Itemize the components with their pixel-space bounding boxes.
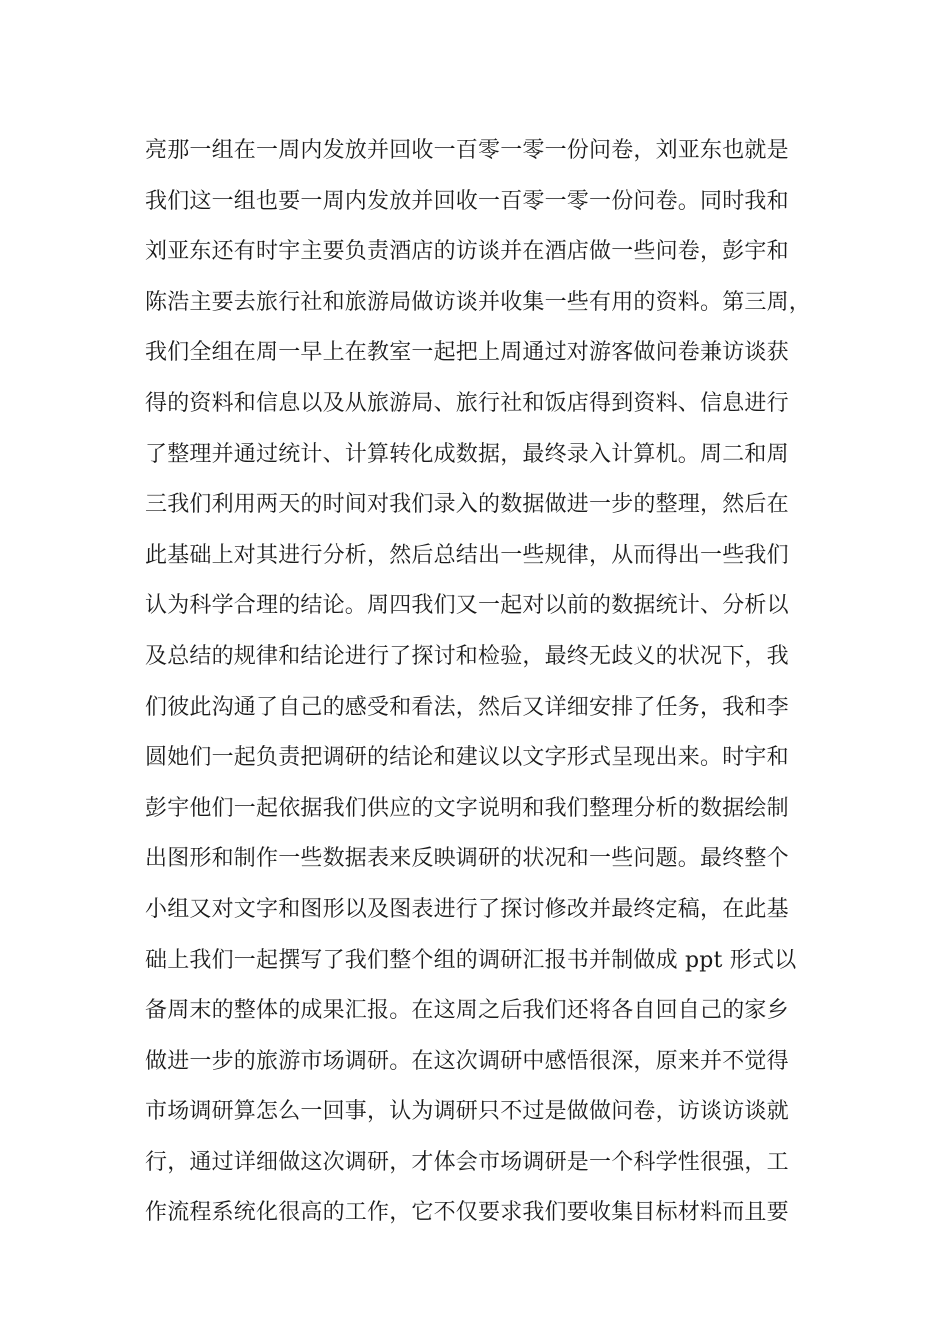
text-line: 做进一步的旅游市场调研。在这次调研中感悟很深，原来并不觉得 — [145, 1048, 789, 1074]
text-line: 得的资料和信息以及从旅游局、旅行社和饭店得到资料、信息进行 — [145, 390, 789, 416]
text-line: 认为科学合理的结论。周四我们又一起对以前的数据统计、分析以 — [145, 593, 789, 619]
text-line: 小组又对文字和图形以及图表进行了探讨修改并最终定稿，在此基 — [145, 896, 789, 922]
text-line: 亮那一组在一周内发放并回收一百零一零一份问卷，刘亚东也就是 — [145, 138, 789, 163]
text-line: 三我们利用两天的时间对我们录入的数据做进一步的整理，然后在 — [145, 492, 789, 518]
text-line: 作流程系统化很高的工作，它不仅要求我们要收集目标材料而且要 — [145, 1200, 789, 1226]
body-paragraph — [145, 131, 825, 1244]
text-line: 我们这一组也要一周内发放并回收一百零一零一份问卷。同时我和 — [145, 188, 789, 214]
text-line: 出图形和制作一些数据表来反映调研的状况和一些问题。最终整个 — [145, 846, 789, 872]
text-line: 彭宇他们一起依据我们供应的文字说明和我们整理分析的数据绘制 — [145, 795, 789, 821]
text-line: 市场调研算怎么一回事，认为调研只不过是做做问卷，访谈访谈就 — [145, 1099, 789, 1125]
text-line: 及总结的规律和结论进行了探讨和检验，最终无歧义的状况下，我 — [145, 643, 789, 669]
text-line: 行，通过详细做这次调研，才体会市场调研是一个科学性很强，工 — [145, 1149, 789, 1175]
text-line: 圆她们一起负责把调研的结论和建议以文字形式呈现出来。时宇和 — [145, 745, 789, 771]
text-line: 陈浩主要去旅行社和旅游局做访谈并收集一些有用的资料。第三周， — [145, 289, 812, 315]
text-line: 了整理并通过统计、计算转化成数据，最终录入计算机。周二和周 — [145, 441, 789, 467]
text-line: 础上我们一起撰写了我们整个组的调研汇报书并制做成 ppt 形式以 — [145, 947, 797, 973]
text-line: 此基础上对其进行分析，然后总结出一些规律，从而得出一些我们 — [145, 542, 789, 568]
text-line: 们彼此沟通了自己的感受和看法，然后又详细安排了任务，我和李 — [145, 694, 789, 720]
text-line: 我们全组在周一早上在教室一起把上周通过对游客做问卷兼访谈获 — [145, 340, 789, 366]
text-line: 备周末的整体的成果汇报。在这周之后我们还将各自回自己的家乡 — [145, 998, 789, 1024]
text-line: 刘亚东还有时宇主要负责酒店的访谈并在酒店做一些问卷，彭宇和 — [145, 239, 789, 265]
